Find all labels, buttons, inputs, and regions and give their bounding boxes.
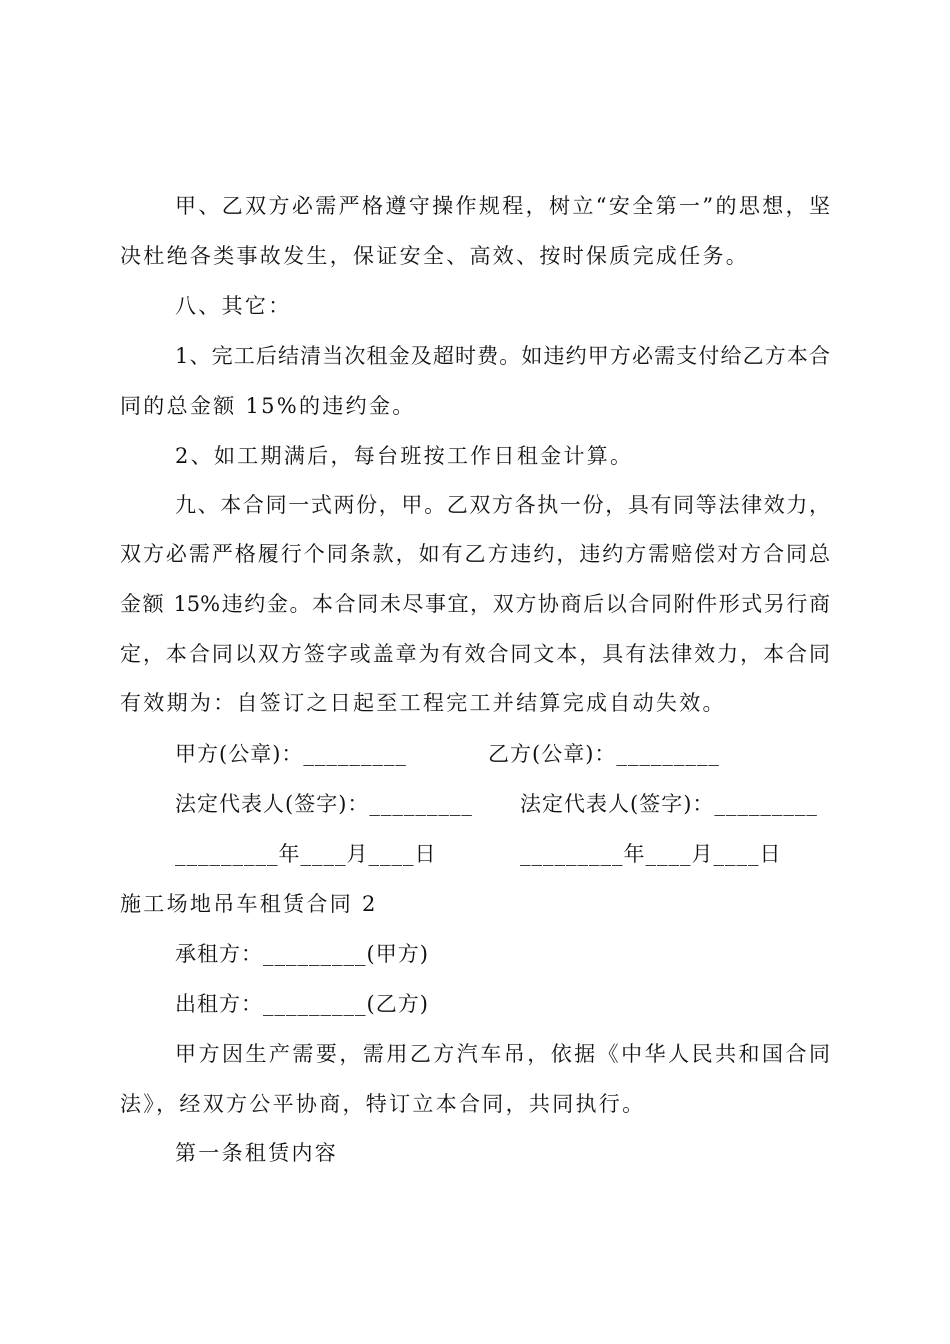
para-safety-line-2: 决杜绝各类事故发生，保证安全、高效、按时保质完成任务。: [120, 244, 750, 268]
rep-a-signature: 法定代表人(签字)：_________: [175, 792, 473, 816]
section-9-line-4: 定，本合同以双方签字或盖章为有效合同文本，具有法律效力，本合同: [120, 642, 830, 666]
section-9-line-5: 有效期为：自签订之日起至工程完工并结算完成自动失效。: [120, 691, 726, 715]
section-9-line-1: 九、本合同一式两份，甲。乙双方各执一份，具有同等法律效力，: [175, 493, 830, 517]
article-1-heading: 第一条租赁内容: [175, 1141, 339, 1165]
preamble-line-1: 甲方因生产需要，需用乙方汽车吊，依据《中华人民共和国合同: [175, 1042, 830, 1066]
rep-b-signature: 法定代表人(签字)：_________: [520, 792, 818, 816]
preamble-line-2: 法》，经双方公平协商，特订立本合同，共同执行。: [120, 1092, 646, 1116]
contract-2-title: 施工场地吊车租赁合同 2: [120, 892, 378, 916]
section-9-line-2: 双方必需严格履行个同条款，如有乙方违约，违约方需赔偿对方合同总: [120, 542, 830, 566]
item-1-line-2: 同的总金额 15%的违约金。: [120, 394, 416, 418]
section-8-heading: 八、其它：: [175, 294, 292, 318]
lessee-line: 承租方：_________(甲方): [175, 942, 429, 966]
party-a-seal: 甲方(公章)：_________: [175, 742, 407, 766]
date-b: _________年____月____日: [520, 842, 782, 866]
party-b-seal: 乙方(公章)：_________: [488, 742, 720, 766]
section-9-line-3: 金额 15%违约金。本合同未尽事宜，双方协商后以合同附件形式另行商: [120, 592, 830, 616]
para-safety-line-1: 甲、乙双方必需严格遵守操作规程，树立“安全第一”的思想，坚: [175, 194, 830, 218]
date-a: _________年____月____日: [175, 842, 437, 866]
item-2: 2、如工期满后，每台班按工作日租金计算。: [175, 444, 634, 468]
lessor-line: 出租方：_________(乙方): [175, 992, 429, 1016]
item-1-line-1: 1、完工后结清当次租金及超时费。如违约甲方必需支付给乙方本合: [175, 344, 830, 368]
